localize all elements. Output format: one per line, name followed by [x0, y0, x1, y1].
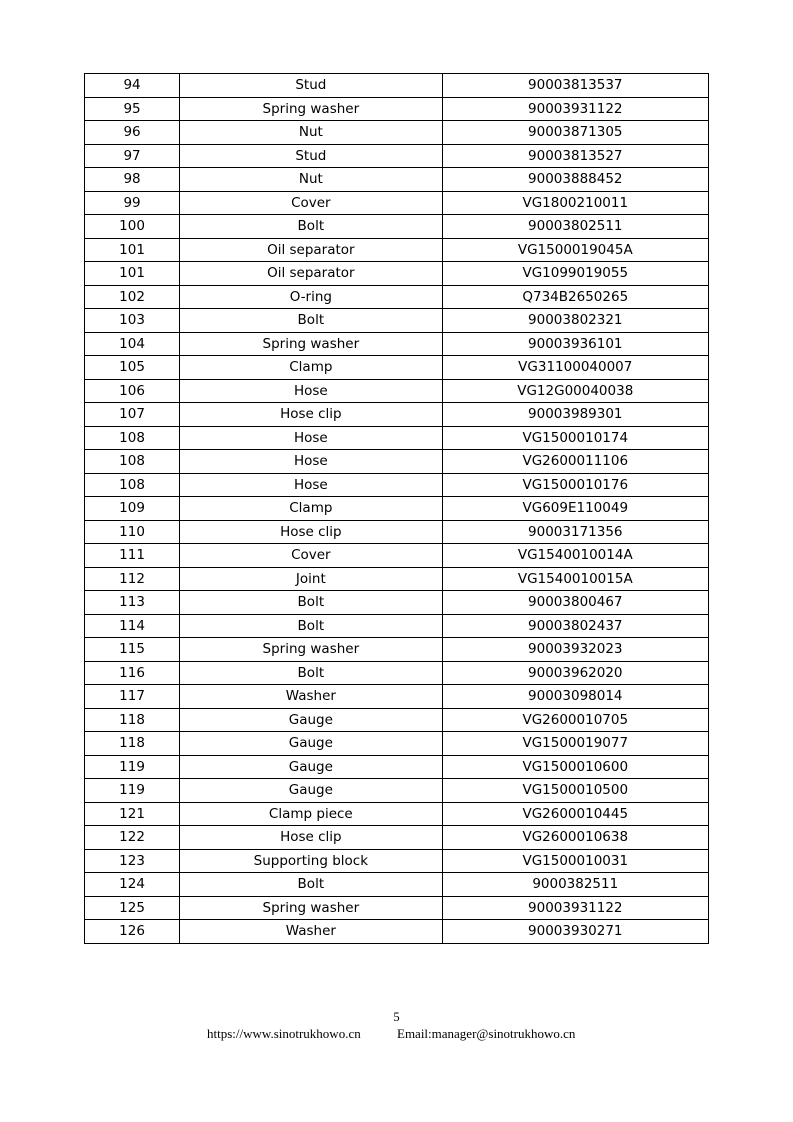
part-code-cell: VG1500010174: [442, 426, 708, 450]
table-row: [85, 379, 709, 403]
part-code-cell: VG1500010600: [442, 755, 708, 779]
part-code-cell: VG1540010015A: [442, 567, 708, 591]
table-row: [85, 520, 709, 544]
part-name-cell: Hose: [180, 426, 442, 450]
part-number-cell: 119: [85, 779, 180, 803]
part-name-cell: Stud: [180, 74, 442, 98]
footer-website-link[interactable]: https://www.sinotrukhowo.cn: [207, 1026, 361, 1041]
part-number-cell: 98: [85, 168, 180, 192]
part-name-cell: Supporting block: [180, 849, 442, 873]
part-code-cell: 90003813527: [442, 144, 708, 168]
part-name-cell: Spring washer: [180, 896, 442, 920]
part-code-cell: VG2600011106: [442, 450, 708, 474]
part-number-cell: 103: [85, 309, 180, 333]
part-code-cell: 90003871305: [442, 121, 708, 145]
part-name-cell: Hose clip: [180, 520, 442, 544]
part-number-cell: 113: [85, 591, 180, 615]
part-code-cell: 90003800467: [442, 591, 708, 615]
table-row: [85, 74, 709, 98]
part-code-cell: VG609E110049: [442, 497, 708, 521]
part-name-cell: Clamp: [180, 497, 442, 521]
table-row: [85, 332, 709, 356]
part-number-cell: 112: [85, 567, 180, 591]
part-number-cell: 110: [85, 520, 180, 544]
part-name-cell: Spring washer: [180, 638, 442, 662]
part-number-cell: 115: [85, 638, 180, 662]
part-number-cell: 108: [85, 473, 180, 497]
table-row: [85, 121, 709, 145]
part-code-cell: 90003936101: [442, 332, 708, 356]
part-name-cell: Joint: [180, 567, 442, 591]
page-number: 5: [393, 1010, 400, 1024]
table-row: [85, 191, 709, 215]
part-name-cell: Hose: [180, 379, 442, 403]
part-number-cell: 107: [85, 403, 180, 427]
part-code-cell: 90003931122: [442, 896, 708, 920]
part-code-cell: VG1800210011: [442, 191, 708, 215]
part-name-cell: Hose: [180, 450, 442, 474]
part-name-cell: Clamp piece: [180, 802, 442, 826]
part-name-cell: Gauge: [180, 779, 442, 803]
part-number-cell: 114: [85, 614, 180, 638]
part-number-cell: 101: [85, 238, 180, 262]
table-row: [85, 97, 709, 121]
table-row: [85, 896, 709, 920]
table-row: [85, 473, 709, 497]
part-code-cell: Q734B2650265: [442, 285, 708, 309]
part-code-cell: 90003171356: [442, 520, 708, 544]
part-code-cell: 90003098014: [442, 685, 708, 709]
part-number-cell: 117: [85, 685, 180, 709]
part-number-cell: 106: [85, 379, 180, 403]
part-number-cell: 100: [85, 215, 180, 239]
part-code-cell: 90003802437: [442, 614, 708, 638]
part-number-cell: 119: [85, 755, 180, 779]
part-name-cell: O-ring: [180, 285, 442, 309]
table-row: [85, 708, 709, 732]
part-name-cell: Gauge: [180, 755, 442, 779]
table-row: [85, 567, 709, 591]
part-name-cell: Clamp: [180, 356, 442, 380]
part-name-cell: Gauge: [180, 708, 442, 732]
part-code-cell: VG2600010705: [442, 708, 708, 732]
part-number-cell: 122: [85, 826, 180, 850]
part-code-cell: VG2600010638: [442, 826, 708, 850]
table-row: [85, 262, 709, 286]
part-name-cell: Bolt: [180, 309, 442, 333]
table-row: [85, 450, 709, 474]
part-name-cell: Hose: [180, 473, 442, 497]
part-code-cell: VG1500010176: [442, 473, 708, 497]
part-number-cell: 104: [85, 332, 180, 356]
table-row: [85, 614, 709, 638]
footer-email-link[interactable]: Email:manager@sinotrukhowo.cn: [397, 1026, 576, 1041]
part-code-cell: 90003930271: [442, 920, 708, 944]
part-number-cell: 108: [85, 426, 180, 450]
part-code-cell: VG2600010445: [442, 802, 708, 826]
table-row: [85, 920, 709, 944]
part-number-cell: 109: [85, 497, 180, 521]
part-code-cell: VG1500010500: [442, 779, 708, 803]
part-number-cell: 125: [85, 896, 180, 920]
part-code-cell: 90003931122: [442, 97, 708, 121]
parts-table: [84, 73, 709, 944]
part-number-cell: 126: [85, 920, 180, 944]
part-name-cell: Cover: [180, 544, 442, 568]
table-row: [85, 309, 709, 333]
table-row: [85, 544, 709, 568]
table-row: [85, 802, 709, 826]
part-name-cell: Bolt: [180, 873, 442, 897]
part-number-cell: 95: [85, 97, 180, 121]
part-code-cell: 90003802321: [442, 309, 708, 333]
part-name-cell: Nut: [180, 121, 442, 145]
table-row: [85, 779, 709, 803]
table-row: [85, 685, 709, 709]
table-row: [85, 732, 709, 756]
part-name-cell: Washer: [180, 685, 442, 709]
part-number-cell: 96: [85, 121, 180, 145]
part-name-cell: Hose clip: [180, 826, 442, 850]
part-code-cell: 90003888452: [442, 168, 708, 192]
part-number-cell: 97: [85, 144, 180, 168]
parts-table-body: [85, 74, 709, 944]
part-code-cell: VG1500010031: [442, 849, 708, 873]
part-code-cell: VG12G00040038: [442, 379, 708, 403]
table-row: [85, 144, 709, 168]
part-name-cell: Cover: [180, 191, 442, 215]
part-code-cell: VG1540010014A: [442, 544, 708, 568]
part-name-cell: Spring washer: [180, 332, 442, 356]
table-row: [85, 591, 709, 615]
part-number-cell: 105: [85, 356, 180, 380]
table-row: [85, 168, 709, 192]
part-code-cell: VG1500019045A: [442, 238, 708, 262]
table-row: [85, 403, 709, 427]
part-code-cell: 90003802511: [442, 215, 708, 239]
part-code-cell: 90003932023: [442, 638, 708, 662]
table-row: [85, 661, 709, 685]
part-number-cell: 118: [85, 732, 180, 756]
table-row: [85, 215, 709, 239]
table-row: [85, 873, 709, 897]
part-name-cell: Bolt: [180, 591, 442, 615]
part-code-cell: 90003813537: [442, 74, 708, 98]
part-number-cell: 108: [85, 450, 180, 474]
part-code-cell: VG1500019077: [442, 732, 708, 756]
table-row: [85, 755, 709, 779]
part-code-cell: 90003989301: [442, 403, 708, 427]
part-name-cell: Bolt: [180, 661, 442, 685]
part-number-cell: 116: [85, 661, 180, 685]
table-row: [85, 497, 709, 521]
part-number-cell: 111: [85, 544, 180, 568]
part-name-cell: Bolt: [180, 614, 442, 638]
part-number-cell: 99: [85, 191, 180, 215]
table-row: [85, 638, 709, 662]
part-number-cell: 101: [85, 262, 180, 286]
part-name-cell: Nut: [180, 168, 442, 192]
part-name-cell: Stud: [180, 144, 442, 168]
part-number-cell: 102: [85, 285, 180, 309]
part-name-cell: Bolt: [180, 215, 442, 239]
part-code-cell: VG1099019055: [442, 262, 708, 286]
part-name-cell: Hose clip: [180, 403, 442, 427]
table-row: [85, 849, 709, 873]
table-row: [85, 356, 709, 380]
part-number-cell: 124: [85, 873, 180, 897]
part-number-cell: 121: [85, 802, 180, 826]
part-code-cell: VG31100040007: [442, 356, 708, 380]
part-name-cell: Washer: [180, 920, 442, 944]
part-number-cell: 118: [85, 708, 180, 732]
part-code-cell: 90003962020: [442, 661, 708, 685]
part-name-cell: Oil separator: [180, 238, 442, 262]
part-code-cell: 9000382511: [442, 873, 708, 897]
table-row: [85, 826, 709, 850]
part-name-cell: Oil separator: [180, 262, 442, 286]
table-row: [85, 238, 709, 262]
table-row: [85, 426, 709, 450]
part-name-cell: Spring washer: [180, 97, 442, 121]
part-number-cell: 94: [85, 74, 180, 98]
part-name-cell: Gauge: [180, 732, 442, 756]
table-row: [85, 285, 709, 309]
part-number-cell: 123: [85, 849, 180, 873]
